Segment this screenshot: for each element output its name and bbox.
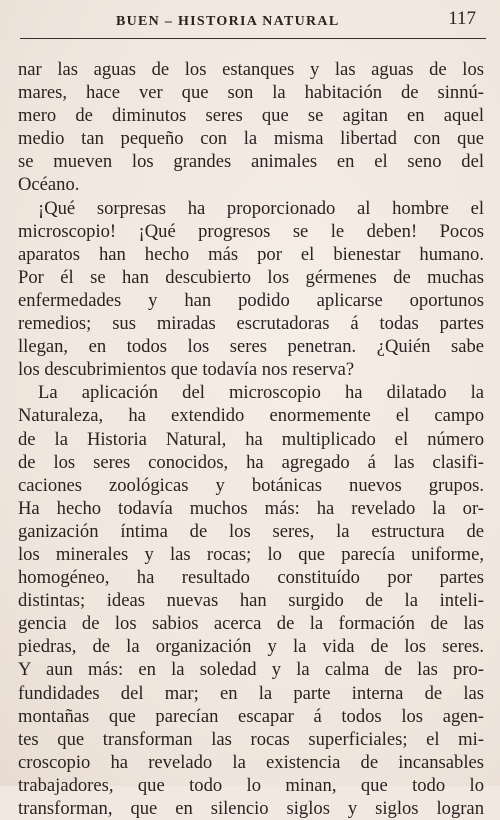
text-line: caciones zoológicas y botánicas nuevos grupos. <box>18 474 484 496</box>
text-line: fundidades del mar; en la parte interna de las <box>18 682 484 704</box>
text-line: de la Historia Natural, ha multiplicado el número <box>18 428 484 450</box>
text-line: microscopio! ¡Qué progresos se le deben! Pocos <box>18 220 484 242</box>
header-rule <box>20 38 486 39</box>
text-line: los descubrimientos que todavía nos reserva? <box>18 359 355 381</box>
text-line: llegan, en todos los seres penetran. ¿Quién sabe <box>18 336 484 358</box>
page-header <box>18 6 486 32</box>
body-text <box>18 58 484 820</box>
running-head: BUEN – HISTORIA NATURAL <box>116 14 340 29</box>
text-line: trabajadores, que todo lo minan, que todo lo <box>18 774 484 796</box>
text-line: de los seres conocidos, ha agregado á las clasifi- <box>18 451 484 473</box>
text-line: tes que transforman las rocas superficiales; el mi- <box>18 728 484 750</box>
text-line: medio tan pequeño con la misma libertad con que <box>18 128 484 150</box>
text-line: ¡Qué sorpresas ha proporcionado al hombre el <box>38 197 484 219</box>
text-line: Océano. <box>18 174 80 196</box>
text-line: enfermedades y han podido aplicarse oportunos <box>18 289 484 311</box>
text-line: homogéneo, ha resultado constituído por partes <box>18 567 484 589</box>
text-line: montañas que parecían escapar á todos los agen- <box>18 705 484 727</box>
text-line: nar las aguas de los estanques y las aguas de los <box>18 59 484 80</box>
text-line: piedras, de la organización y la vida de los seres. <box>18 636 484 658</box>
text-line: La aplicación del microscopio ha dilatado la <box>38 382 484 404</box>
text-line: remedios; sus miradas escrutadoras á todas partes <box>18 313 484 335</box>
text-line: mares, hace ver que son la habitación de sinnú- <box>18 82 484 104</box>
text-line: distintas; ideas nuevas han surgido de la inteli- <box>18 590 484 612</box>
text-line: croscopio ha revelado la existencia de incansables <box>18 751 484 773</box>
text-line: los minerales y las rocas; lo que parecía uniforme, <box>18 543 484 565</box>
text-line: aparatos han hecho más por el bienestar humano. <box>18 243 484 265</box>
text-line: gencia de los sabios acerca de la formación de las <box>18 613 484 635</box>
text-line: Ha hecho todavía muchos más: ha revelado la or- <box>18 497 484 519</box>
text-line: Naturaleza, ha extendido enormemente el campo <box>18 405 484 427</box>
text-line: transforman, que en silencio siglos y siglos logran <box>18 798 484 819</box>
text-line: Y aun más: en la soledad y la calma de las pro- <box>18 659 484 681</box>
text-line: Por él se han descubierto los gérmenes de muchas <box>18 266 484 288</box>
text-line: mero de diminutos seres que se agitan en aquel <box>18 105 484 127</box>
page-number: 117 <box>448 8 476 29</box>
text-line: se mueven los grandes animales en el seno del <box>18 151 484 173</box>
text-line: ganización íntima de los seres, la estructura de <box>18 520 484 542</box>
